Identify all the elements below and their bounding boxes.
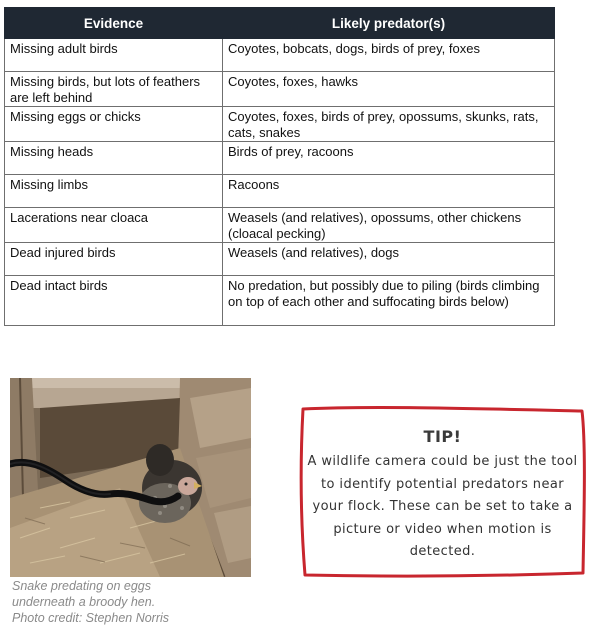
table-row [5, 208, 555, 243]
evidence-predator-table [4, 7, 555, 326]
evidence-cell: Missing birds, but lots of feathers are left behind [5, 72, 223, 107]
predators-cell: Birds of prey, racoons [223, 142, 555, 175]
caption-line: Snake predating on eggs [12, 579, 151, 593]
predators-cell: Coyotes, foxes, hawks [223, 72, 555, 107]
tip-title: TIP! [423, 427, 462, 446]
evidence-cell: Dead injured birds [5, 243, 223, 276]
tip-callout [297, 405, 588, 579]
table-row [5, 107, 555, 142]
evidence-cell: Lacerations near cloaca [5, 208, 223, 243]
predators-cell: Coyotes, foxes, birds of prey, opossums, skunks, rats, cats, snakes [223, 107, 555, 142]
predators-cell: No predation, but possibly due to piling (birds climbing on top of each other and suffocating birds below) [223, 276, 555, 326]
evidence-cell: Dead intact birds [5, 276, 223, 326]
snake-hen-photo [10, 378, 251, 577]
tip-text: A wildlife camera could be just the tool to identify potential predators near your flock. These can be set to take a picture or video when motion is detected. [307, 454, 578, 559]
predators-cell: Weasels (and relatives), opossums, other chickens (cloacal pecking) [223, 208, 555, 243]
table-row [5, 175, 555, 208]
table-row [5, 39, 555, 72]
table-row [5, 276, 555, 326]
column-header-evidence: Evidence [5, 8, 223, 39]
table-row [5, 72, 555, 107]
photo-caption [12, 578, 262, 626]
table-row [5, 243, 555, 276]
column-header-predators: Likely predator(s) [223, 8, 555, 39]
predators-cell: Racoons [223, 175, 555, 208]
evidence-cell: Missing eggs or chicks [5, 107, 223, 142]
caption-credit: Photo credit: Stephen Norris [12, 611, 170, 625]
table-row [5, 142, 555, 175]
predators-cell: Coyotes, bobcats, dogs, birds of prey, foxes [223, 39, 555, 72]
table-header-row [5, 8, 555, 39]
evidence-cell: Missing heads [5, 142, 223, 175]
evidence-cell: Missing adult birds [5, 39, 223, 72]
evidence-cell: Missing limbs [5, 175, 223, 208]
predators-cell: Weasels (and relatives), dogs [223, 243, 555, 276]
caption-line: underneath a broody hen. [12, 595, 156, 609]
